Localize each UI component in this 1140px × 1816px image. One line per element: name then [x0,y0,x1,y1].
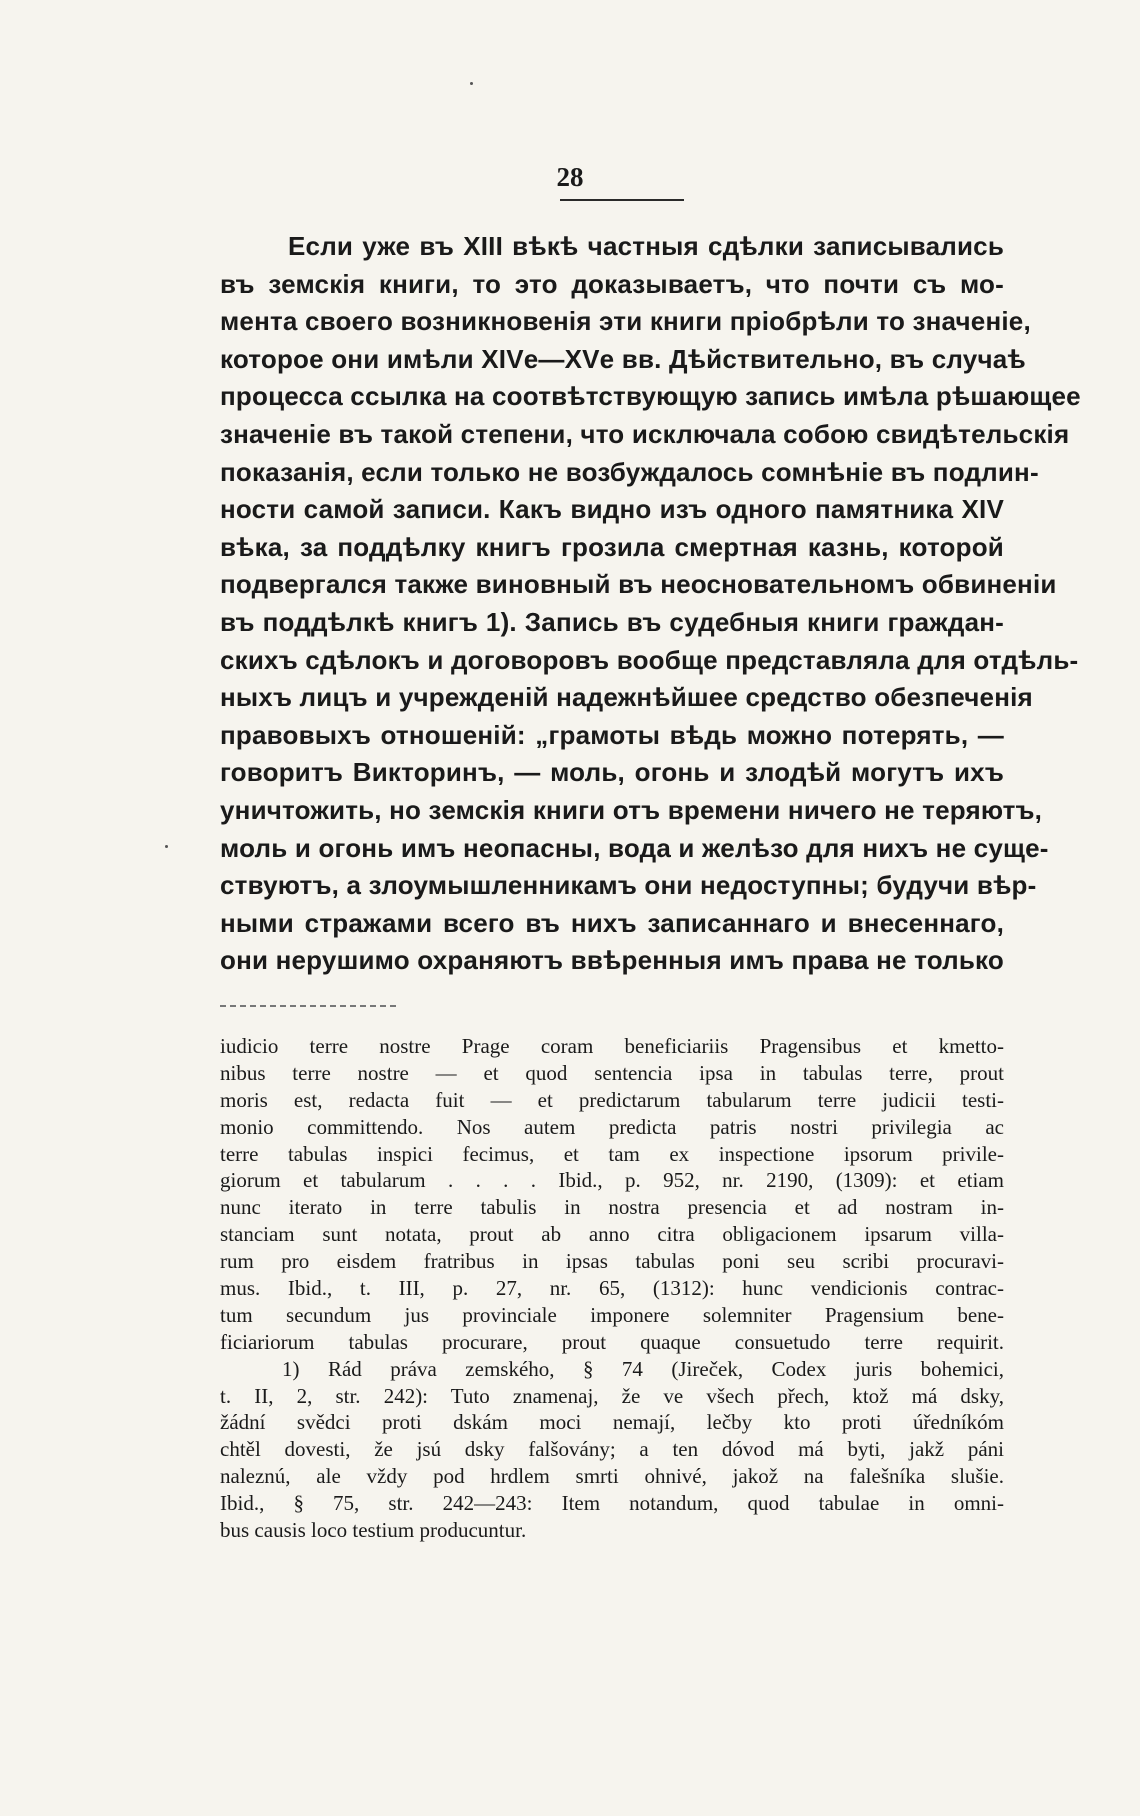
footnote-line: 1) Rád práva zemského, § 74 (Jireček, Codex juris bohemici, [282,1356,1004,1381]
main-text-line: моль и огонь имъ неопасны, вода и желѣзо для нихъ не суще- [220,832,1049,863]
print-speck [470,82,473,85]
main-text-line: подвергался также виновный въ неосновательномъ обвиненіи [220,569,1057,600]
page-number-rule [560,199,684,201]
main-text-line: процесса ссылка на соотвѣтствующую запись имѣла рѣшающее [220,381,1081,412]
footnotes [220,1033,1004,1544]
main-text-line: ныхъ лицъ и учрежденій надежнѣйшее средство обезпеченія [220,682,1033,713]
footnote-line: t. II, 2, str. 242): Tuto znamenaj, že ve všech přech, ktož má dsky, [220,1383,1004,1408]
footnote-line: nibus terre nostre — et quod sentencia ipsa in tabulas terre, prout [220,1060,1004,1085]
footnote-line: giorum et tabularum . . . . Ibid., p. 952, nr. 2190, (1309): et etiam [220,1168,1004,1193]
main-text-line: въ земскія книги, то это доказываетъ, что почти съ мо- [220,268,1004,299]
main-text-line: которое они имѣли XIVе—XVе вв. Дѣйствительно, въ случаѣ [220,343,1026,374]
main-text-line: говоритъ Викторинъ, — моль, огонь и злодѣй могутъ ихъ [220,757,1004,788]
footnote-separator [220,1005,396,1008]
main-text-line: уничтожить, но земскія книги отъ времени ничего не теряютъ, [220,794,1043,825]
footnote-line: Ibid., § 75, str. 242—243: Item notandum, quod tabulae in omni- [220,1491,1004,1516]
main-text-line: Если уже въ XIII вѣкѣ частныя сдѣлки записывались [288,231,1004,261]
footnote-line: mus. Ibid., t. III, p. 27, nr. 65, (1312): hunc vendicionis contrac- [220,1276,1004,1301]
footnote-line: iudicio terre nostre Prage coram beneficiariis Pragensibus et kmetto- [220,1034,1004,1058]
footnote-line: nunc iterato in terre tabulis in nostra presencia et ad nostram in- [220,1195,1004,1220]
main-text-line: значеніе въ такой степени, что исключала собою свидѣтельскія [220,418,1070,449]
footnote-line: naleznú, ale vždy pod hrdlem smrti ohnivé, jakož na falešníka slušie. [220,1464,1004,1489]
footnote-line: rum pro eisdem fratribus in ipsas tabulas poni seu scribi procuravi- [220,1249,1004,1274]
main-text-line: скихъ сдѣлокъ и договоровъ вообще представляла для отдѣль- [220,644,1079,675]
footnote-line: chtěl dovesti, že jsú dsky falšovány; a ten dóvod má byti, jakž páni [220,1437,1004,1462]
footnote-line: žádní svědci proti dskám moci nemají, lečby kto proti úředníkóm [220,1410,1004,1435]
main-text-body [220,228,1081,980]
main-text-line: они нерушимо охраняютъ ввѣренныя имъ права не только [220,945,1004,976]
print-speck [165,845,168,848]
footnote-1 [220,1356,1004,1544]
footnote-line: stanciam sunt notata, prout ab anno citra obligacionem ipsarum villa- [220,1222,1004,1247]
main-text-line: вѣка, за поддѣлку книгъ грозила смертная казнь, которой [220,531,1004,562]
main-text-line: мента своего возникновенія эти книги пріобрѣли то значеніе, [220,306,1031,337]
main-text-line: правовыхъ отношеній: „грамоты вѣдь можно потерять, — [220,719,1004,750]
footnote-line: monio committendo. Nos autem predicta patris nostri privilegia ac [220,1114,1004,1139]
footnote-line: moris est, redacta fuit — et predictarum tabularum terre judicii testi- [220,1087,1004,1112]
main-text-line: въ поддѣлкѣ книгъ 1). Запись въ судебныя книги граждан- [220,606,1004,637]
main-text-line: ными стражами всего въ нихъ записаннаго и внесеннаго, [220,907,1004,938]
footnote-line: bus causis loco testium producuntur. [220,1518,527,1543]
main-text-line: ности самой записи. Какъ видно изъ одного памятника XIV [220,494,1004,525]
footnote-line: tum secundum jus provinciale imponere solemniter Pragensium bene- [220,1302,1004,1327]
footnote-continuation [220,1033,1004,1356]
main-text-line: ствуютъ, а злоумышленникамъ они недоступны; будучи вѣр- [220,870,1037,901]
main-text-line: показанія, если только не возбуждалось сомнѣніе въ подлин- [220,456,1039,487]
footnote-line: terre tabulas inspici fecimus, et tam ex inspectione ipsorum privile- [220,1141,1004,1166]
footnote-line: ficiariorum tabulas procurare, prout quaque consuetudo terre requirit. [220,1329,1004,1354]
page-number: 28 [556,162,584,192]
